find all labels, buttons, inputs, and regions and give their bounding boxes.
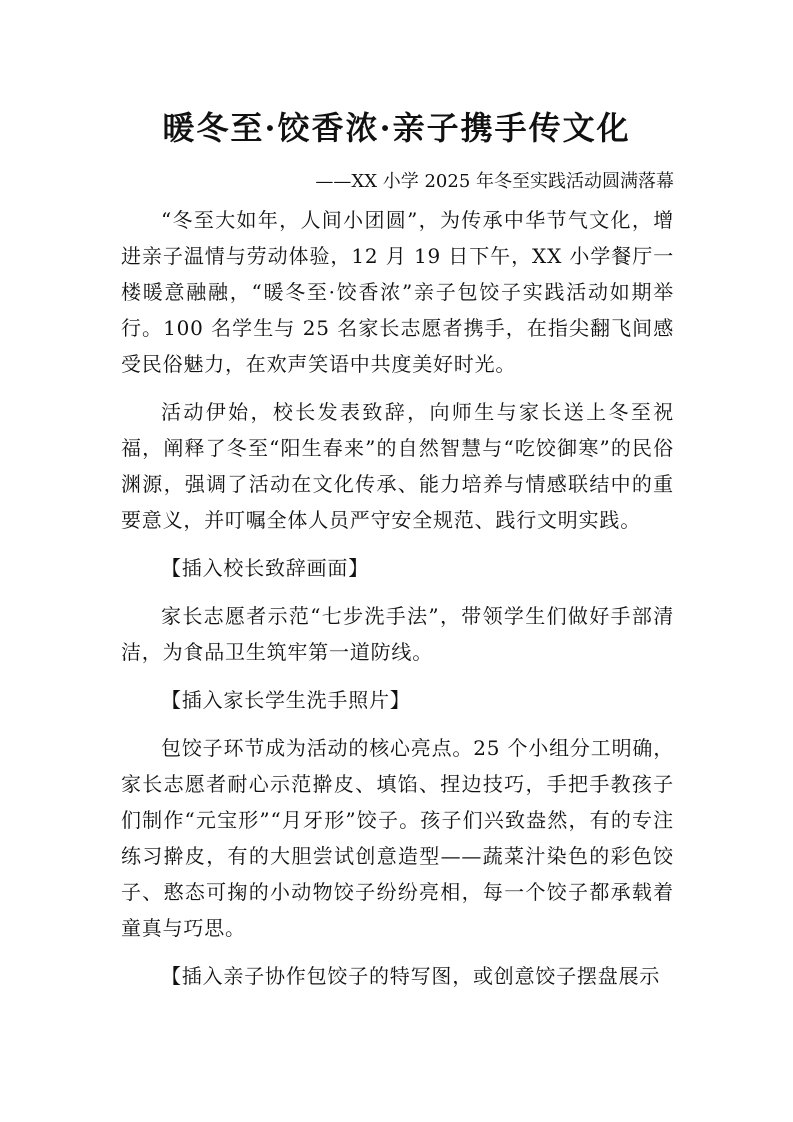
image-placeholder-handwashing: 【插入家长学生洗手照片】 — [161, 688, 411, 712]
paragraph-intro: “冬至大如年，人间小团圆”，为传承中华节气文化，增进亲子温情与劳动体验，12 月 19 日下午，XX 小学餐厅一楼暖意融融，“暖冬至·饺香浓”亲子包饺子实践活动如期举行。100 名学生与 25 名家长志愿者携手，在指尖翻飞间感受民俗魅力，在欢声笑语中共度美好时光。 — [121, 208, 674, 376]
article-body — [121, 202, 674, 994]
image-placeholder-principal-speech: 【插入校长致辞画面】 — [161, 556, 369, 580]
paragraph-handwashing: 家长志愿者示范“七步洗手法”，带领学生们做好手部清洁，为食品卫生筑牢第一道防线。 — [121, 604, 674, 664]
article-title: 暖冬至·饺香浓·亲子携手传文化 — [162, 109, 631, 147]
paragraph-dumpling-making: 包饺子环节成为活动的核心亮点。25 个小组分工明确，家长志愿者耐心示范擀皮、填馅、捏边技巧，手把手教孩子们制作“元宝形”“月牙形”饺子。孩子们兴致盎然，有的专注练习擀皮，有的大胆尝试创意造型——蔬菜汁染色的彩色饺子、憨态可掬的小动物饺子纷纷亮相，每一个饺子都承载着童真与巧思。 — [121, 736, 674, 940]
paragraph-opening-speech: 活动伊始，校长发表致辞，向师生与家长送上冬至祝福，阐释了冬至“阳生春来”的自然智慧与“吃饺御寒”的民俗渊源，强调了活动在文化传承、能力培养与情感联结中的重要意义，并叮嘱全体人员严守安全规范、践行文明实践。 — [121, 400, 674, 532]
image-placeholder-dumpling-closeup: 【插入亲子协作包饺子的特写图，或创意饺子摆盘展示 — [161, 964, 661, 988]
article-subtitle: ——XX 小学 2025 年冬至实践活动圆满落幕 — [315, 171, 674, 192]
